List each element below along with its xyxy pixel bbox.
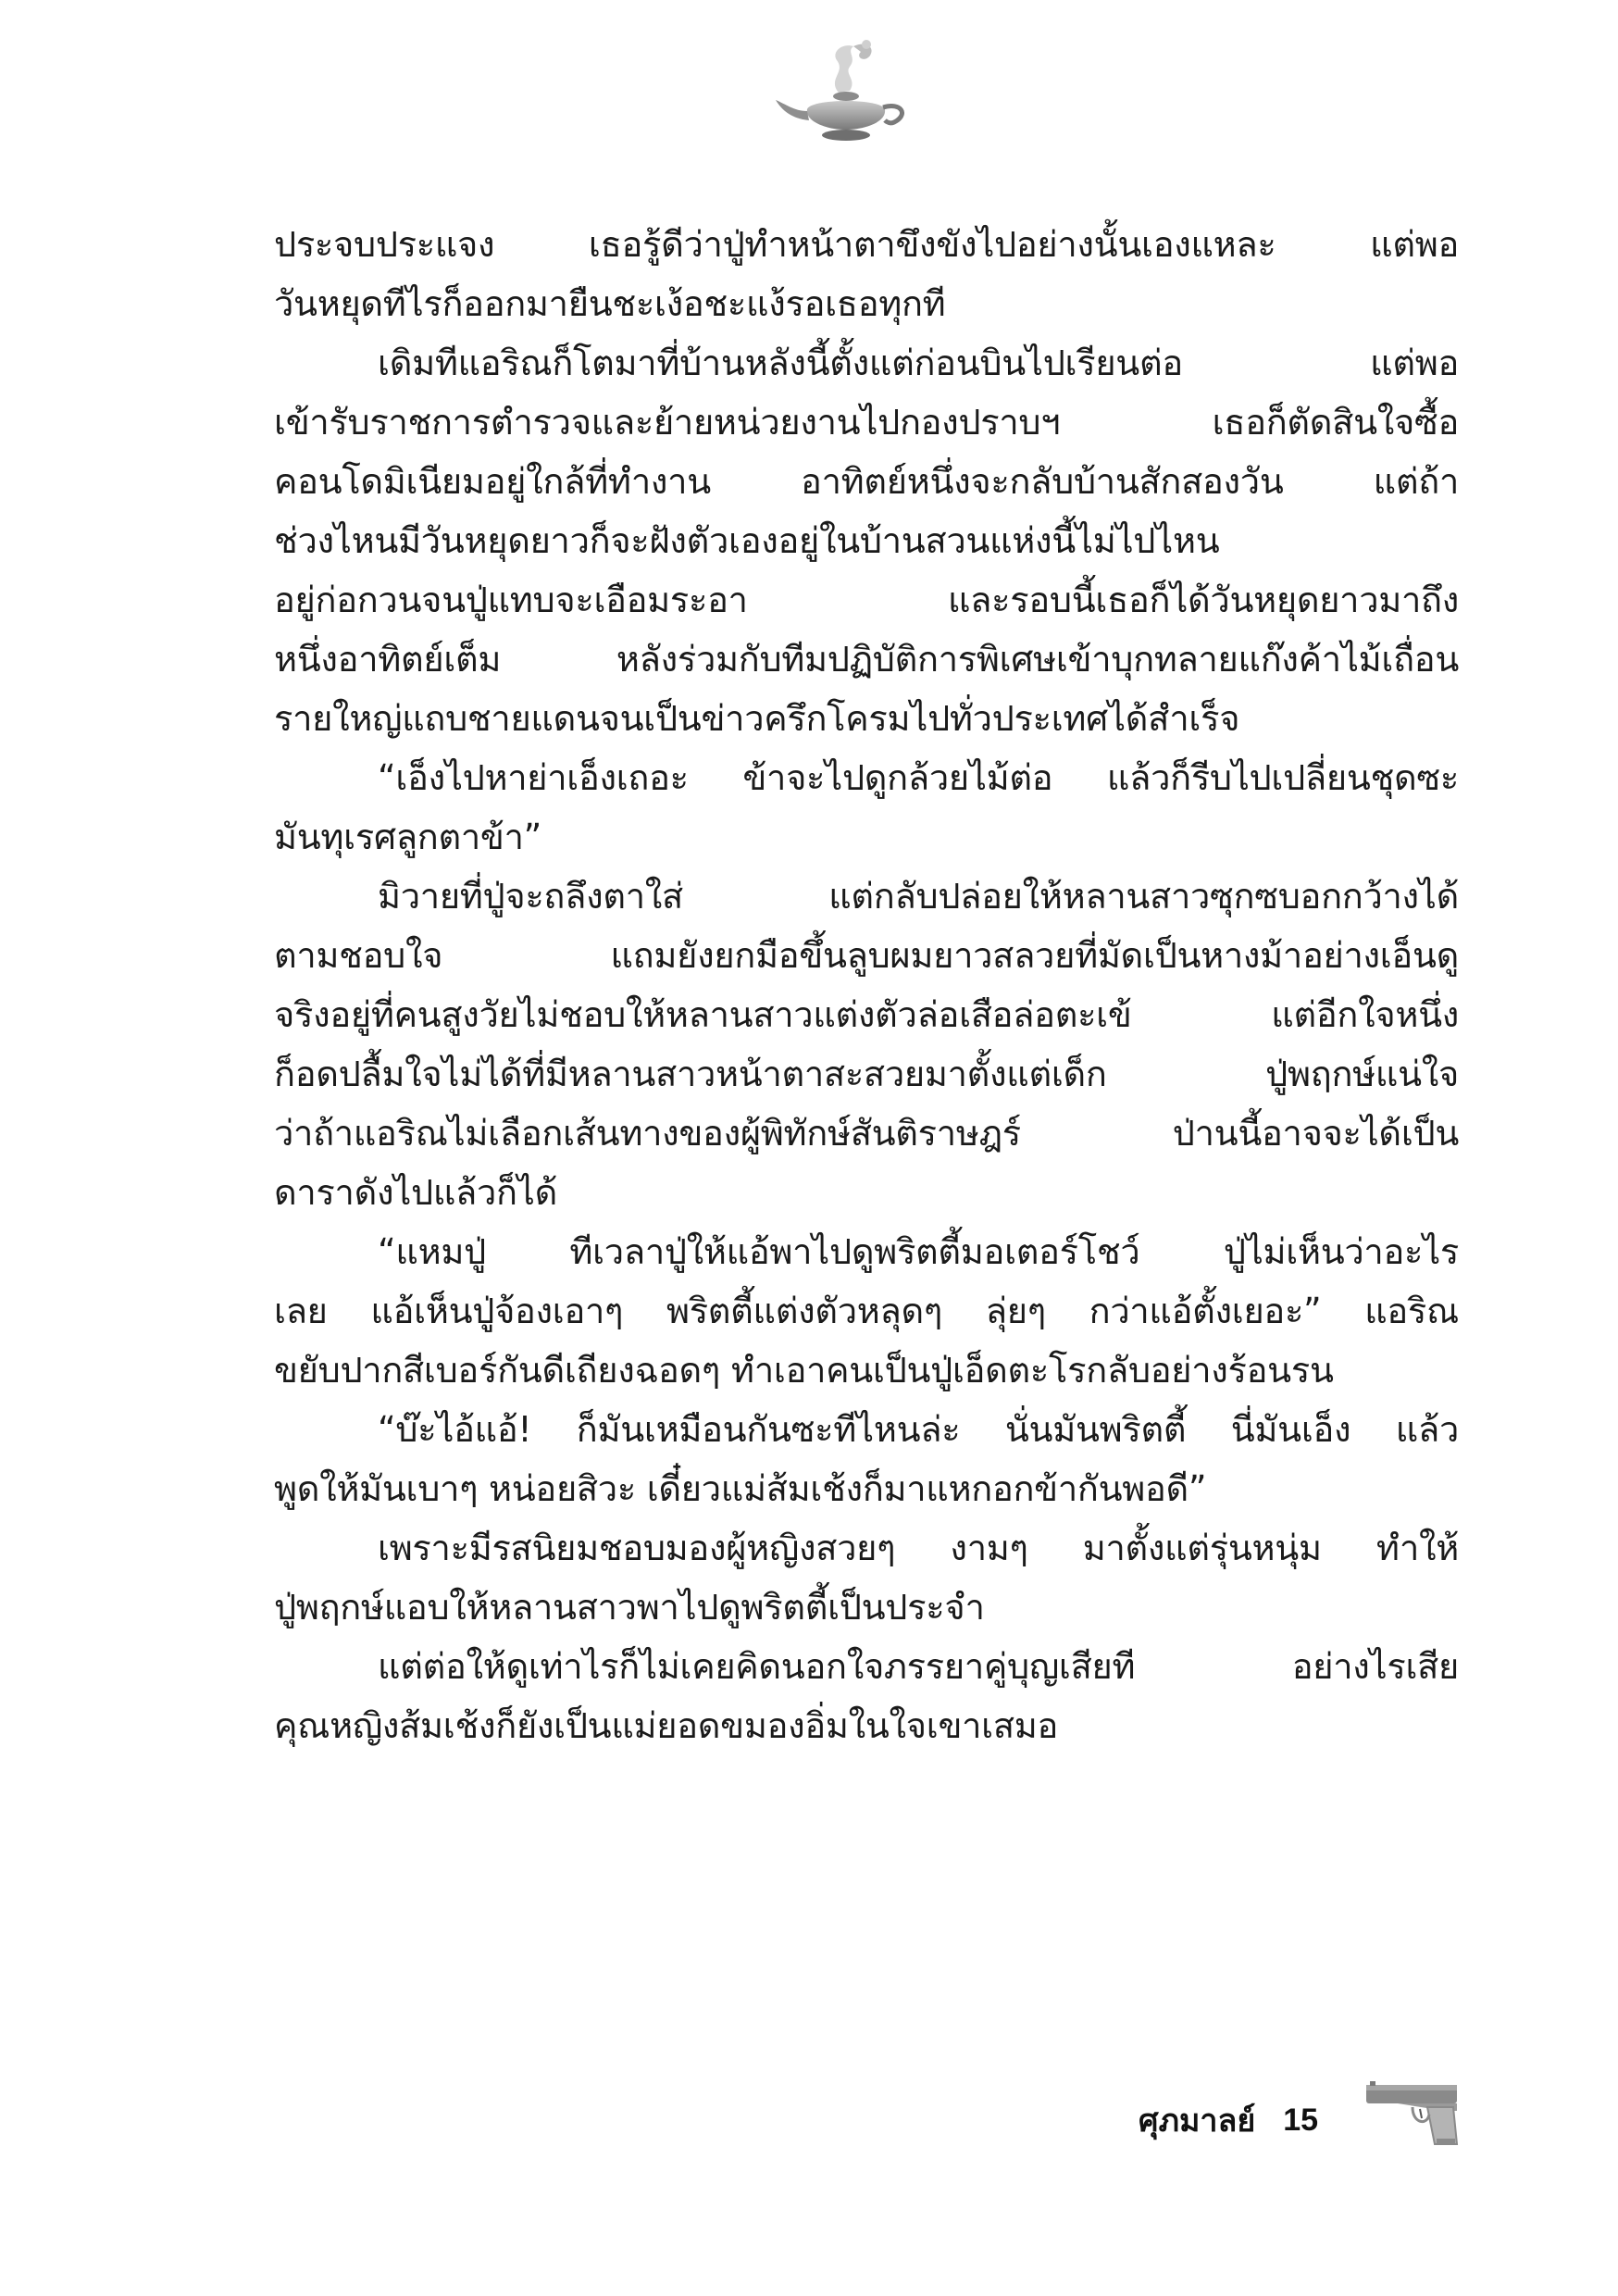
text-line: ขยับปากสีเบอร์กันดีเถียงฉอดๆ ทำเอาคนเป็นปู่เอ็ดตะโรกลับอย่างร้อนรน [274,1350,1334,1391]
text-line: ประจบประแจง เธอรู้ดีว่าปู่ทำหน้าตาขึงขังไปอย่างนั้นเองแหละ แต่พอ [274,224,1459,265]
text-line: ดาราดังไปแล้วก็ได้ [274,1172,557,1213]
text-line: เดิมทีแอริณก็โตมาที่บ้านหลังนี้ตั้งแต่ก่อนบินไปเรียนต่อ แต่พอ [378,343,1459,383]
text-line: “เอ็งไปหาย่าเอ็งเถอะ ข้าจะไปดูกล้วยไม้ต่อ แล้วก็รีบไปเปลี่ยนชุดซะ [378,757,1459,798]
text-line: หนึ่งอาทิตย์เต็ม หลังร่วมกับทีมปฏิบัติการพิเศษเข้าบุกทลายแก๊งค้าไม้เถื่อน [274,639,1459,680]
text-line: แต่ต่อให้ดูเท่าไรก็ไม่เคยคิดนอกใจภรรยาคู่บุญเสียที อย่างไรเสีย [378,1646,1459,1687]
text-line: ก็อดปลื้มใจไม่ได้ที่มีหลานสาวหน้าตาสะสวยมาตั้งแต่เด็ก ปู่พฤกษ์แน่ใจ [274,1054,1459,1094]
page-footer [1139,2092,1318,2148]
text-line: มันทุเรศลูกตาข้า” [274,817,542,857]
chapter-body-text [274,215,1459,1755]
genie-lamp-icon [753,37,939,148]
text-line: ปู่พฤกษ์แอบให้หลานสาวพาไปดูพริตตี้เป็นประจำ [274,1587,985,1628]
text-line: รายใหญ่แถบชายแดนจนเป็นข่าวครึกโครมไปทั่วประเทศได้สำเร็จ [274,698,1240,739]
text-line: ตามชอบใจ แถมยังยกมือขึ้นลูบผมยาวสลวยที่มัดเป็นหางม้าอย่างเอ็นดู [274,935,1459,976]
text-line: เข้ารับราชการตำรวจและย้ายหน่วยงานไปกองปราบฯ เธอก็ตัดสินใจซื้อ [274,402,1459,443]
text-line: คอนโดมิเนียมอยู่ใกล้ที่ทำงาน อาทิตย์หนึ่งจะกลับบ้านสักสองวัน แต่ถ้า [274,461,1459,502]
text-line: วันหยุดทีไรก็ออกมายืนชะเง้อชะแง้รอเธอทุกที [274,283,946,324]
text-line: ว่าถ้าแอริณไม่เลือกเส้นทางของผู้พิทักษ์สันติราษฎร์ ป่านนี้อาจจะได้เป็น [274,1113,1459,1154]
text-line: จริงอยู่ที่คนสูงวัยไม่ชอบให้หลานสาวแต่งตัวล่อเสือล่อตะเข้ แต่อีกใจหนึ่ง [274,994,1459,1035]
pistol-icon [1361,2079,1462,2148]
text-line: ช่วงไหนมีวันหยุดยาวก็จะฝังตัวเองอยู่ในบ้านสวนแห่งนี้ไม่ไปไหน [274,520,1220,561]
text-line: คุณหญิงส้มเช้งก็ยังเป็นแม่ยอดขมองอิ่มในใจเขาเสมอ [274,1705,1059,1746]
text-line: อยู่ก่อกวนจนปู่แทบจะเอือมระอา และรอบนี้เธอก็ได้วันหยุดยาวมาถึง [274,580,1459,620]
page-number: 15 [1283,2102,1319,2138]
text-line: พูดให้มันเบาๆ หน่อยสิวะ เดี๋ยวแม่ส้มเช้งก็มาแหกอกข้ากันพอดี” [274,1468,1207,1509]
text-line: มิวายที่ปู่จะถลึงตาใส่ แต่กลับปล่อยให้หลานสาวซุกซบอกกว้างได้ [378,876,1459,917]
text-line: เพราะมีรสนิยมชอบมองผู้หญิงสวยๆ งามๆ มาตั้งแต่รุ่นหนุ่ม ทำให้ [378,1528,1459,1568]
text-line: “แหมปู่ ทีเวลาปู่ให้แอ้พาไปดูพริตตี้มอเตอร์โชว์ ปู่ไม่เห็นว่าอะไร [378,1231,1459,1272]
text-line: “บ๊ะไอ้แอ้! ก็มันเหมือนกันซะทีไหนล่ะ นั่นมันพริตตี้ นี่มันเอ็ง แล้ว [378,1409,1459,1450]
author-name: ศุภมาลย์ [1139,2103,1256,2140]
text-line: เลย แอ้เห็นปู่จ้องเอาๆ พริตตี้แต่งตัวหลุดๆ ลุ่ยๆ กว่าแอ้ตั้งเยอะ” แอริณ [274,1291,1459,1331]
